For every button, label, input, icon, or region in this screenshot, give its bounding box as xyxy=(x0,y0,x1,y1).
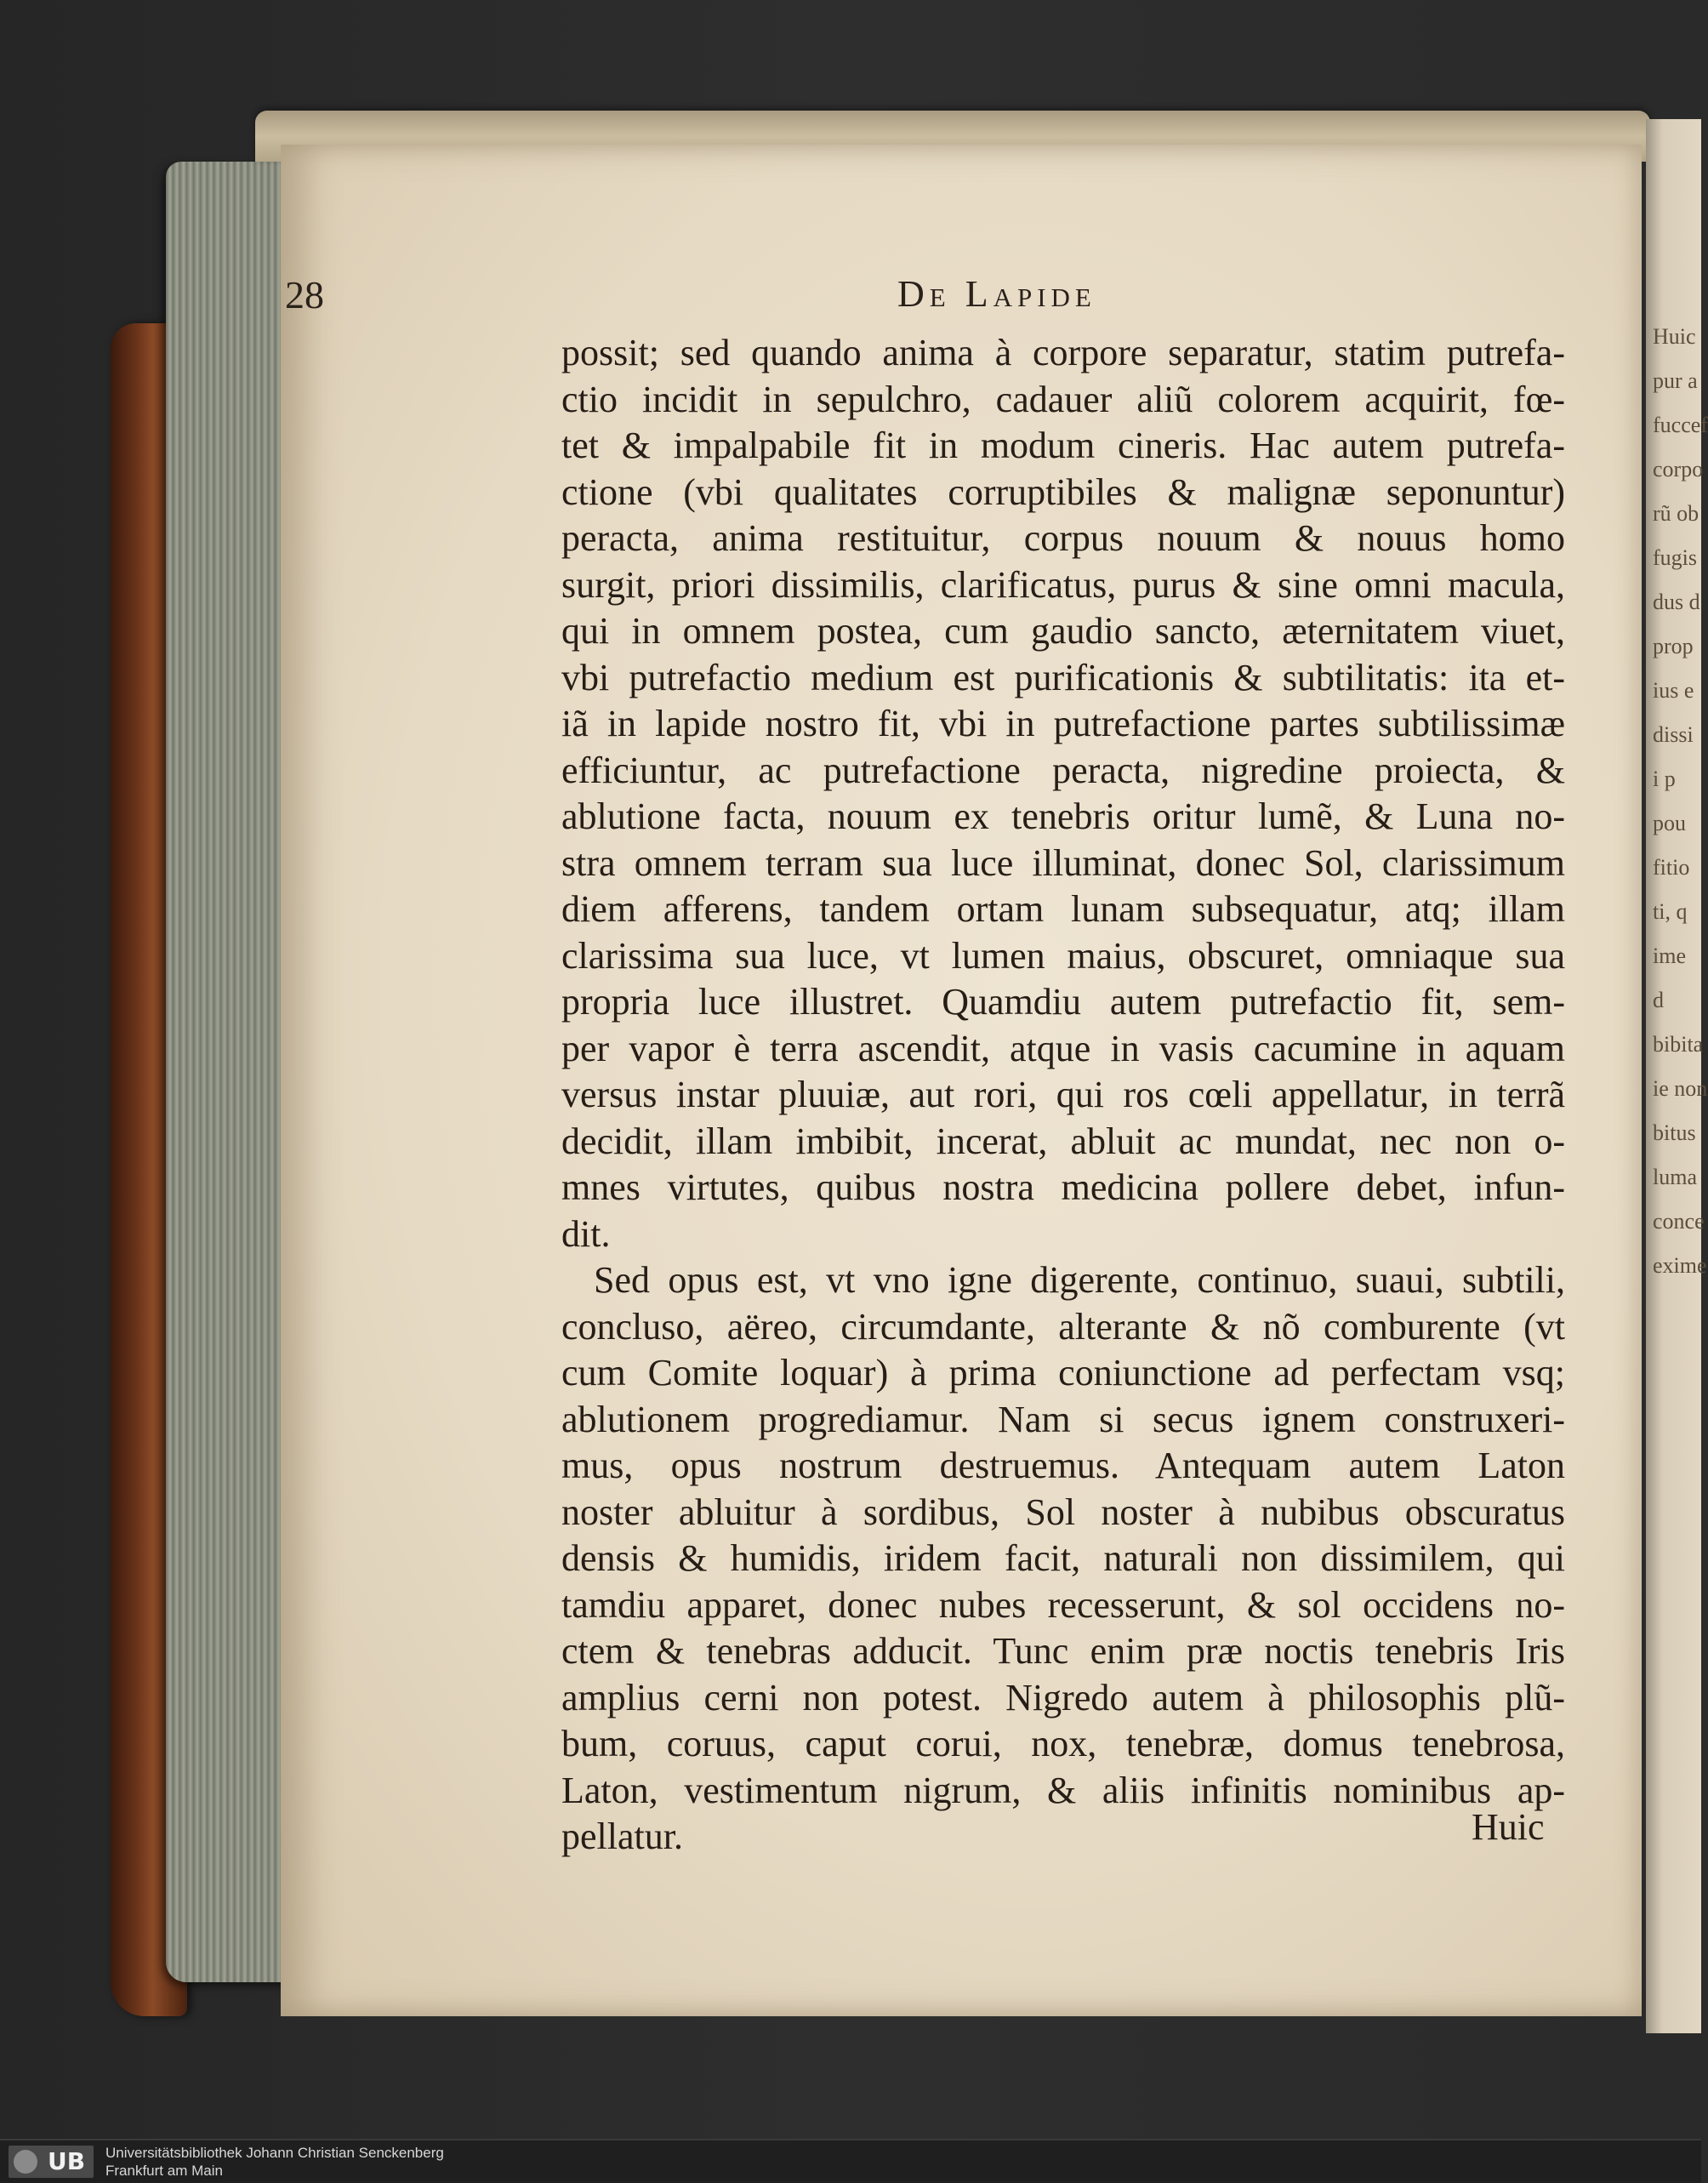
facing-page-line: bibita xyxy=(1653,1032,1704,1057)
facing-page-line: fitio xyxy=(1653,855,1690,880)
institution-name: Universitätsbibliothek Johann Christian Senckenberg xyxy=(105,2145,444,2161)
facing-page-line: ime xyxy=(1653,943,1686,968)
page-body-text xyxy=(561,330,1565,1861)
facing-page xyxy=(1646,119,1708,2033)
facing-page-line: exime xyxy=(1653,1253,1707,1278)
text-line: pellatur. xyxy=(561,1815,683,1857)
text-line: mnes virtutes, quibus nostra medicina pollere debet, infun- xyxy=(561,1166,1565,1208)
text-line: vbi putrefactio medium est purificationis & subtilitatis: ita et- xyxy=(561,656,1565,698)
text-line: ctem & tenebras adducit. Tunc enim præ noctis tenebris Iris xyxy=(561,1630,1565,1672)
text-line: ctione (vbi qualitates corruptibiles & malignæ seponuntur) xyxy=(561,470,1565,513)
text-line: tet & impalpabile fit in modum cineris. Hac autem putrefa- xyxy=(561,425,1565,466)
catchword: Huic xyxy=(1472,1806,1545,1848)
page-edges xyxy=(166,162,293,1982)
facing-page-text xyxy=(1646,315,1708,1288)
text-line: propria luce illustret. Quamdiu autem putrefactio fit, sem- xyxy=(561,981,1565,1023)
text-line: efficiuntur, ac putrefactione peracta, nigredine proiecta, & xyxy=(561,749,1565,791)
facing-page-line: Huic xyxy=(1653,324,1696,349)
text-line: possit; sed quando anima à corpore separatur, statim putrefa- xyxy=(561,332,1565,373)
text-line: noster abluitur à sordibus, Sol noster à nubibus obscuratus xyxy=(561,1490,1565,1533)
library-logo xyxy=(9,2146,94,2178)
text-line: iã in lapide nostro fit, vbi in putrefactione partes subtilissimæ xyxy=(561,703,1565,744)
text-line: per vapor è terra ascendit, atque in vasis cacumine in aquam xyxy=(561,1027,1565,1069)
facing-page-line: d xyxy=(1653,988,1664,1012)
text-line: Laton, vestimentum nigrum, & aliis infinitis nominibus ap- xyxy=(561,1769,1565,1811)
text-line: stra omnem terram sua luce illuminat, donec Sol, clarissimum xyxy=(561,841,1565,884)
facing-page-line: rũ ob xyxy=(1653,501,1699,526)
facing-page-line: corpo xyxy=(1653,457,1704,482)
running-head xyxy=(285,272,1561,323)
facing-page-line: dus d xyxy=(1653,590,1700,614)
text-line: concluso, aëreo, circumdante, alterante & nõ comburente (vt xyxy=(561,1305,1565,1348)
facing-page-line: luma xyxy=(1653,1165,1697,1189)
text-line: mus, opus nostrum destruemus. Antequam autem Laton xyxy=(561,1445,1565,1486)
page-number: 28 xyxy=(285,273,324,316)
text-line: Sed opus est, vt vno igne digerente, continuo, suaui, subtili, xyxy=(594,1259,1565,1301)
library-seal-icon xyxy=(14,2150,37,2174)
text-line: ablutione facta, nouum ex tenebris oritur lumẽ, & Luna no- xyxy=(561,795,1565,837)
text-line: peracta, anima restituitur, corpus nouum & nouus homo xyxy=(561,517,1565,559)
text-line: diem afferens, tandem ortam lunam subsequatur, atq; illam xyxy=(561,888,1565,930)
text-line: clarissima sua luce, vt lumen maius, obscuret, omniaque sua xyxy=(561,934,1565,977)
text-line: qui in omnem postea, cum gaudio sancto, æternitatem viuet, xyxy=(561,610,1565,652)
text-line: dit. xyxy=(561,1212,611,1255)
text-line: ablutionem progrediamur. Nam si secus ignem construxeri- xyxy=(561,1398,1565,1440)
facing-page-line: conce xyxy=(1653,1209,1705,1234)
facing-page-line: bitus xyxy=(1653,1120,1696,1145)
facing-page-line: dissi xyxy=(1653,722,1694,747)
text-line: decidit, illam imbibit, incerat, abluit ac mundat, nec non o- xyxy=(561,1120,1565,1162)
library-logo-text: UB xyxy=(48,2147,86,2175)
text-line: versus instar pluuiæ, aut rori, qui ros cœli appellatur, in terrã xyxy=(561,1074,1565,1115)
footer-institution xyxy=(105,2144,444,2180)
facing-page-line: fugis xyxy=(1653,545,1697,570)
text-line: cum Comite loquar) à prima coniunctione ad perfectam vsq; xyxy=(561,1352,1565,1394)
text-line: amplius cerni non potest. Nigredo autem à philosophis plũ- xyxy=(561,1676,1565,1718)
facing-page-line: prop xyxy=(1653,634,1694,658)
text-line: ctio incidit in sepulchro, cadauer aliũ colorem acquirit, fœ- xyxy=(561,378,1565,420)
facing-page-line: ius e xyxy=(1653,678,1694,703)
text-line: surgit, priori dissimilis, clarificatus, purus & sine omni macula, xyxy=(561,563,1565,606)
facing-page-line: pou xyxy=(1653,811,1686,835)
footer-bar xyxy=(0,2139,1701,2183)
facing-page-line: ie non xyxy=(1653,1076,1708,1101)
institution-city: Frankfurt am Main xyxy=(105,2163,223,2179)
facing-page-line: i p xyxy=(1653,767,1676,791)
text-line: bum, coruus, caput corui, nox, tenebræ, domus tenebrosa, xyxy=(561,1723,1565,1764)
text-line: tamdiu apparet, donec nubes recesserunt, & sol occidens no- xyxy=(561,1583,1565,1626)
facing-page-line: ti, q xyxy=(1653,899,1688,924)
facing-page-line: pur a xyxy=(1653,368,1698,393)
text-line: densis & humidis, iridem facit, naturali non dissimilem, qui xyxy=(561,1537,1565,1579)
facing-page-line: fuccef xyxy=(1653,413,1708,437)
running-head-title: De Lapide xyxy=(897,273,1096,315)
